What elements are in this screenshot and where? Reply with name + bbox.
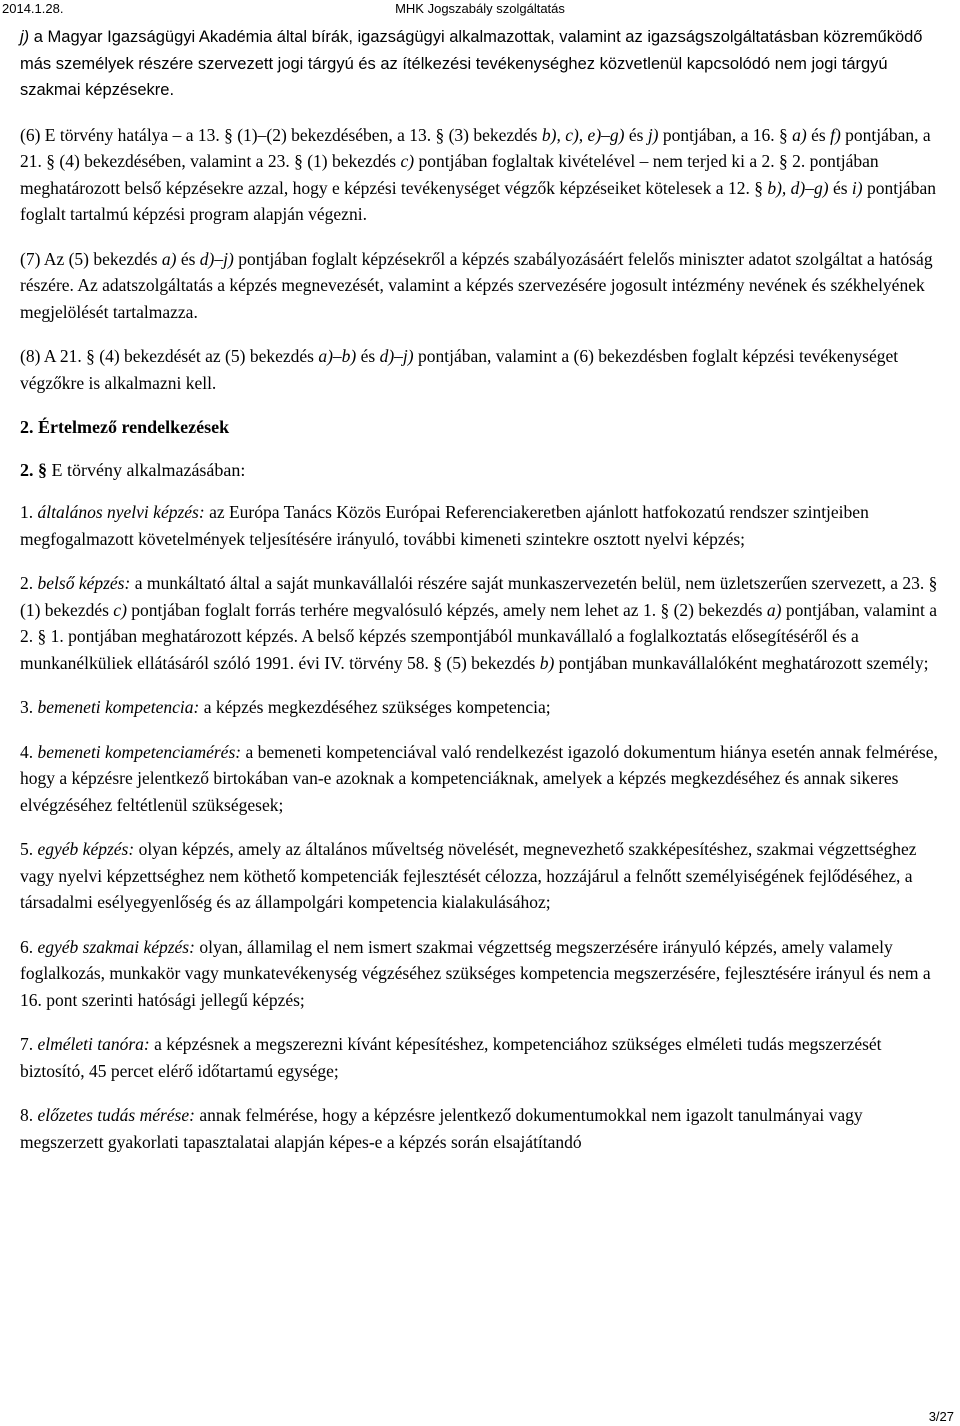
document-body xyxy=(20,24,938,1173)
definition-7: 7. elméleti tanóra: a képzésnek a megszerezni kívánt képesítéshez, kompetenciához szükséges elméleti tudás megszerzését biztosító, 45 percet elérő időtartamú egysége; xyxy=(20,1034,882,1081)
section-intro: 2. § E törvény alkalmazásában: xyxy=(20,459,246,480)
paragraph-6: (6) E törvény hatálya – a 13. § (1)–(2) bekezdésében, a 13. § (3) bekezdés b), c), e)–g) és j) pontjában, a 16. § a) és f) pontjában, a 21. § (4) bekezdésében, valamint a 23. § (1) bekezdés c) pontjában foglaltak kivételével – nem terjed ki a 2. § 2. pontjában meghatározott belső képzésekre azzal, hogy e képzési tevékenységet végzők képzéseiket kötelesek a 12. § b), d)–g) és i) pontjában foglalt tartalmú képzési program alapján végezni. xyxy=(20,124,936,224)
definition-4: 4. bemeneti kompetenciamérés: a bemeneti kompetenciával való rendelkezést igazoló dokumentum hiánya esetén annak felmérése, hogy a képzésre jelentkező birtokában van-e azoknak a kompetenciáknak, amelyek a képzés megkezdéséhez és annak sikeres elvégzéséhez feltétlenül szükségesek; xyxy=(20,741,938,815)
definition-5: 5. egyéb képzés: olyan képzés, amely az általános műveltség növelését, megnevezhető szakképesítéshez, szakmai végzettséghez vagy nyelvi képzettséghez nem köthető kompetenciák fejlesztését célozza, hozzájárul a felnőtt személyiségének fejlődéséhez, a társadalmi esélyegyenlőség és az állampolgári kompetencia kialakulásához; xyxy=(20,839,917,912)
definition-1: 1. általános nyelvi képzés: az Európa Tanács Közös Európai Referenciakeretben ajánlott hatfokozatú rendszer szintjeiben megfogalmazott követelmények teljesítésére irányuló, további kimeneti szintekre osztott nyelvi képzés; xyxy=(20,502,869,549)
header-date: 2014.1.28. xyxy=(2,1,64,16)
definition-8: 8. előzetes tudás mérése: annak felmérése, hogy a képzésre jelentkező dokumentumokkal nem igazolt tanulmányai vagy megszerzett gyakorlati tapasztalatai alapján képes-e a képzés során elsajátítandó xyxy=(20,1105,863,1152)
paragraph-7: (7) Az (5) bekezdés a) és d)–j) pontjában foglalt képzésekről a képzés szabályozásáért felelős miniszter adatot szolgáltat a hatóság részére. Az adatszolgáltatás a képzés megnevezését, valamint a képzés szervezésére jogosult intézmény nevének és székhelyének megjelölését tartalmazza. xyxy=(20,248,933,322)
definition-3: 3. bemeneti kompetencia: a képzés megkezdéséhez szükséges kompetencia; xyxy=(20,697,551,717)
paragraph-5j: j) a Magyar Igazságügyi Akadémia által bírák, igazságügyi alkalmazottak, valamint az igazságszolgáltatásban közreműködő más személyek részére szervezett jogi tárgyú és az ítélkezési tevékenységhez közvetlenül kapcsolódó nem jogi tárgyú szakmai képzésekre. xyxy=(20,28,923,99)
paragraph-8: (8) A 21. § (4) bekezdését az (5) bekezdés a)–b) és d)–j) pontjában, valamint a (6) bekezdésben foglalt képzési tevékenységet végzőkre is alkalmazni kell. xyxy=(20,346,899,393)
definition-6: 6. egyéb szakmai képzés: olyan, államilag el nem ismert szakmai végzettség megszerzésére irányuló képzés, amely valamely foglalkozás, munkakör vagy munkatevékenység végzéséhez szükséges kompetencia megszerzésére, fejlesztésére irányul és nem a 16. pont szerinti hatósági jellegű képzés; xyxy=(20,936,931,1010)
header-title: MHK Jogszabály szolgáltatás xyxy=(395,1,565,16)
definition-2: 2. belső képzés: a munkáltató által a saját munkavállalói részére saját munkaszervezetén belül, nem üzletszerűen szervezett, a 23. § (1) bekezdés c) pontjában foglalt forrás terhére megvalósuló képzés, amely nem lehet az 1. § (2) bekezdés a) pontjában, valamint a 2. § 1. pontjában meghatározott képzés. A belső képzés szempontjából munkavállaló a foglalkoztatás elősegítéséről és a munkanélküliek ellátásáról szóló 1991. évi IV. törvény 58. § (5) bekezdés b) pontjában munkavállalóként meghatározott személy; xyxy=(20,573,938,673)
section-heading: 2. Értelmező rendelkezések xyxy=(20,417,230,437)
page-number: 3/27 xyxy=(928,1409,954,1424)
